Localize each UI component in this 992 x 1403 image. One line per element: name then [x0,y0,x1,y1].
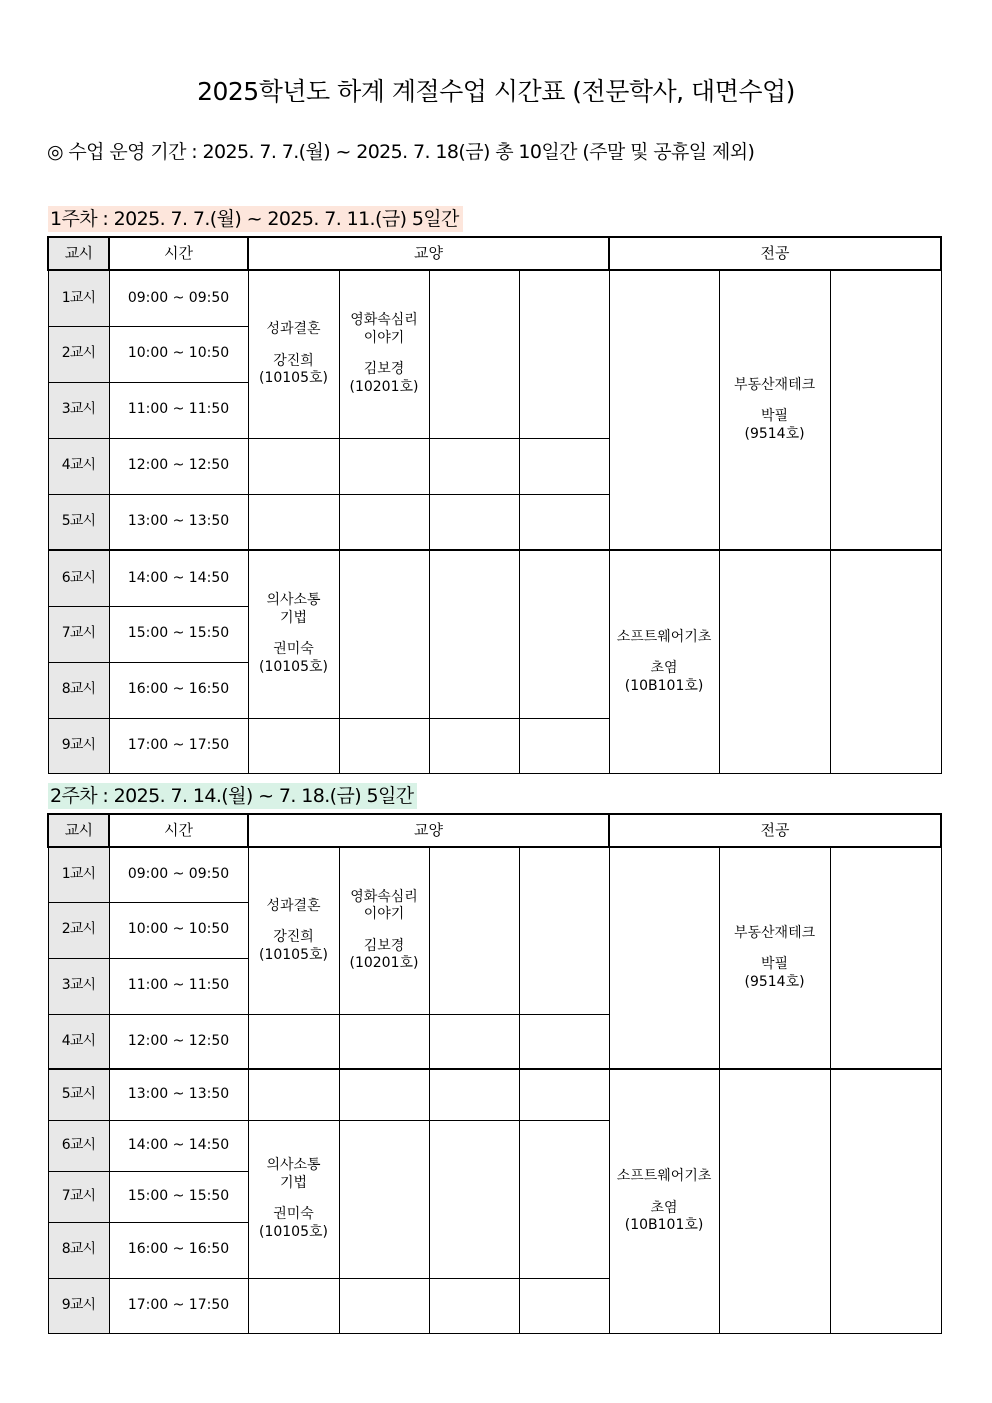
time-cell: 15:00 ~ 15:50 [109,1171,248,1222]
course-room: (10105호) [259,946,328,963]
empty-cell [339,550,429,718]
time-cell: 10:00 ~ 10:50 [109,326,248,382]
time-cell: 17:00 ~ 17:50 [109,1278,248,1333]
empty-cell [429,1120,519,1278]
time-cell: 11:00 ~ 11:50 [109,958,248,1014]
period-cell: 9교시 [48,1278,109,1333]
time-cell: 17:00 ~ 17:50 [109,718,248,773]
empty-cell [609,847,719,1069]
period-cell: 8교시 [48,1222,109,1278]
table-header-row [48,237,941,270]
period-cell: 2교시 [48,902,109,958]
week2-timetable [47,813,942,1334]
period-cell: 3교시 [48,382,109,438]
course-professor: 김보경 [363,937,405,954]
empty-cell [248,1014,339,1069]
course-professor: 박필 [761,408,789,425]
week2-label: 2주차 : 2025. 7. 14.(월) ~ 7. 18.(금) 5일간 [48,783,417,809]
empty-cell [429,718,519,773]
course-software [609,550,719,773]
period-cell: 7교시 [48,606,109,662]
empty-cell [830,1069,941,1333]
empty-cell [429,1014,519,1069]
time-cell: 14:00 ~ 14:50 [109,1120,248,1171]
course-career [248,847,339,1014]
period-cell: 6교시 [48,550,109,606]
empty-cell [519,847,609,1014]
empty-cell [519,438,609,494]
period-cell: 9교시 [48,718,109,773]
course-room: (10105호) [259,1223,328,1240]
time-cell: 14:00 ~ 14:50 [109,550,248,606]
empty-cell [519,1120,609,1278]
week1-timetable [47,236,942,774]
course-name: 성과결혼 [266,321,321,337]
time-cell: 16:00 ~ 16:50 [109,1222,248,1278]
empty-cell [719,1069,830,1333]
course-communication [248,550,339,718]
header-major: 전공 [609,814,941,847]
time-cell: 16:00 ~ 16:50 [109,662,248,718]
empty-cell [519,494,609,550]
course-name-2: 이야기 [363,906,405,923]
empty-cell [519,1069,609,1120]
course-name-2: 이야기 [363,329,405,346]
header-liberal: 교양 [248,237,609,270]
period-cell: 2교시 [48,326,109,382]
empty-cell [248,494,339,550]
course-professor: 박필 [761,956,789,973]
course-room: (9514호) [744,425,805,442]
course-career [248,270,339,438]
course-professor: 김보경 [363,361,405,378]
empty-cell [830,847,941,1069]
empty-cell [429,438,519,494]
course-software [609,1069,719,1333]
time-cell: 10:00 ~ 10:50 [109,902,248,958]
empty-cell [429,1278,519,1333]
empty-cell [519,718,609,773]
empty-cell [519,270,609,438]
course-professor: 권미숙 [273,641,314,658]
table-row [48,270,941,326]
course-realestate [719,847,830,1069]
period-cell: 4교시 [48,438,109,494]
course-room: (10B101호) [624,1217,704,1233]
header-time: 시간 [109,814,248,847]
header-period: 교시 [48,237,109,270]
course-name-2: 기법 [279,1174,308,1191]
empty-cell [519,1014,609,1069]
page-title: 2025학년도 하계 계절수업 시간표 (전문학사, 대면수업) [197,77,795,106]
course-professor: 초염 [650,1199,678,1216]
empty-cell [339,1014,429,1069]
period-cell: 5교시 [48,1069,109,1120]
table-row [48,550,941,606]
course-room: (10201호) [349,378,419,395]
table-row [48,1069,941,1120]
time-cell: 09:00 ~ 09:50 [109,270,248,326]
table-header-row [48,814,941,847]
time-cell: 11:00 ~ 11:50 [109,382,248,438]
course-communication [248,1120,339,1278]
period-cell: 8교시 [48,662,109,718]
course-room: (10B101호) [624,677,704,694]
course-name: 영화속심리 [350,888,418,905]
empty-cell [429,847,519,1014]
empty-cell [248,438,339,494]
period-cell: 6교시 [48,1120,109,1171]
empty-cell [719,550,830,773]
course-film [339,270,429,438]
course-name-2: 기법 [279,609,308,626]
empty-cell [519,1278,609,1333]
course-professor: 권미숙 [273,1206,314,1222]
course-name: 의사소통 [266,1157,321,1173]
course-professor: 강진희 [273,929,314,945]
empty-cell [830,270,941,550]
course-name: 소프트웨어기초 [616,628,712,645]
course-room: (10105호) [259,658,328,675]
time-cell: 12:00 ~ 12:50 [109,1014,248,1069]
empty-cell [339,1120,429,1278]
empty-cell [339,1278,429,1333]
period-cell: 4교시 [48,1014,109,1069]
empty-cell [609,270,719,550]
course-name: 부동산재테크 [733,924,816,941]
course-period: ◎ 수업 운영 기간 : 2025. 7. 7.(월) ~ 2025. 7. 18(금) 총 10일간 (주말 및 공휴일 제외) [47,141,755,163]
empty-cell [429,1069,519,1120]
course-name: 의사소통 [266,592,321,609]
table-row [48,847,941,902]
time-cell: 15:00 ~ 15:50 [109,606,248,662]
empty-cell [830,550,941,773]
week1-label: 1주차 : 2025. 7. 7.(월) ~ 2025. 7. 11.(금) 5일간 [48,206,463,232]
time-cell: 13:00 ~ 13:50 [109,1069,248,1120]
header-liberal: 교양 [248,814,609,847]
course-name: 성과결혼 [266,897,321,914]
course-room: (10201호) [349,955,419,972]
period-cell: 3교시 [48,958,109,1014]
course-professor: 초염 [650,660,678,676]
time-cell: 12:00 ~ 12:50 [109,438,248,494]
empty-cell [339,1069,429,1120]
course-room: (10105호) [259,370,328,386]
period-cell: 1교시 [48,847,109,902]
course-room: (9514호) [744,973,805,990]
empty-cell [429,550,519,718]
empty-cell [339,718,429,773]
course-professor: 강진희 [273,352,314,369]
period-cell: 1교시 [48,270,109,326]
time-cell: 13:00 ~ 13:50 [109,494,248,550]
course-name: 소프트웨어기초 [616,1168,712,1184]
header-time: 시간 [109,237,248,270]
course-film [339,847,429,1014]
header-major: 전공 [609,237,941,270]
course-name: 부동산재테크 [733,376,816,393]
empty-cell [248,718,339,773]
empty-cell [429,494,519,550]
empty-cell [339,438,429,494]
empty-cell [519,550,609,718]
empty-cell [339,494,429,550]
course-realestate [719,270,830,550]
header-period: 교시 [48,814,109,847]
empty-cell [248,1069,339,1120]
course-name: 영화속심리 [350,312,418,329]
period-cell: 7교시 [48,1171,109,1222]
period-cell: 5교시 [48,494,109,550]
empty-cell [248,1278,339,1333]
time-cell: 09:00 ~ 09:50 [109,847,248,902]
empty-cell [429,270,519,438]
